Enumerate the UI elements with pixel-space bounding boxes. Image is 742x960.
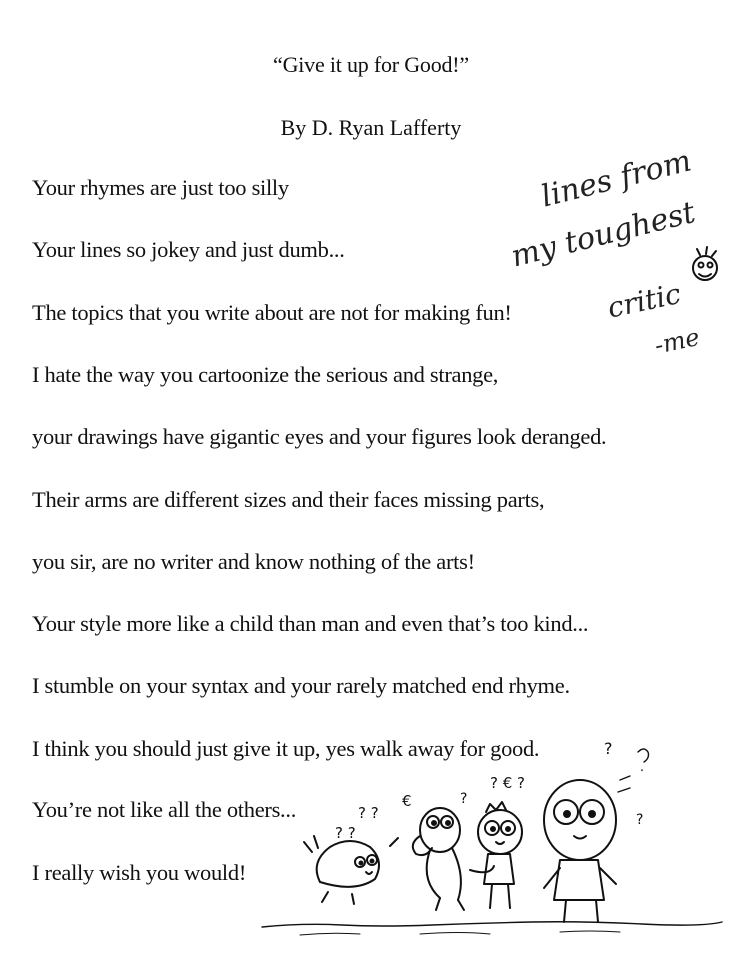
smiley-face-doodle <box>693 247 717 280</box>
ground-line <box>262 922 722 927</box>
poem-line-5: your drawings have gigantic eyes and your figures look deranged. <box>32 424 607 449</box>
bird-creature-doodle <box>413 808 494 910</box>
svg-text:?: ? <box>636 812 644 828</box>
poem-line-1: Your rhymes are just too silly <box>32 175 289 200</box>
poem-line-11: You’re not like all the others... <box>32 797 297 822</box>
poem-line-4: I hate the way you cartoonize the serious and strange, <box>32 362 499 387</box>
svg-text:? ?: ? ? <box>358 804 379 822</box>
handwritten-note-signature: -me <box>652 322 703 360</box>
poem-line-10: I think you should just give it up, yes walk away for good. <box>32 736 540 761</box>
handwritten-note-line-1: lines from <box>537 143 695 215</box>
poem-line-2: Your lines so jokey and just dumb... <box>32 237 345 262</box>
big-head-figure-doodle <box>544 780 616 922</box>
poem-byline: By D. Ryan Lafferty <box>280 115 462 140</box>
poem-line-12: I really wish you would! <box>32 860 247 885</box>
poem-title: “Give it up for Good!” <box>273 52 469 77</box>
critter-doodle <box>304 836 398 904</box>
handwritten-note-line-3: critic <box>604 276 684 325</box>
svg-text:? € ?: ? € ? <box>490 774 526 792</box>
poem-line-3: The topics that you write about are not for making fun! <box>32 300 512 325</box>
svg-text:?: ? <box>604 739 613 758</box>
poem-line-7: you sir, are no writer and know nothing of the arts! <box>32 549 475 574</box>
svg-text:€: € <box>402 792 412 810</box>
poem-line-9: I stumble on your syntax and your rarely matched end rhyme. <box>32 673 570 698</box>
poem-line-8: Your style more like a child than man and even that’s too kind... <box>32 611 589 636</box>
poem-line-6: Their arms are different sizes and their faces missing parts, <box>32 487 545 512</box>
svg-text:? ?: ? ? <box>335 824 356 842</box>
kid-doodle <box>478 802 522 908</box>
svg-text:?: ? <box>460 791 468 807</box>
handwritten-note-line-2: my toughest <box>507 195 699 275</box>
